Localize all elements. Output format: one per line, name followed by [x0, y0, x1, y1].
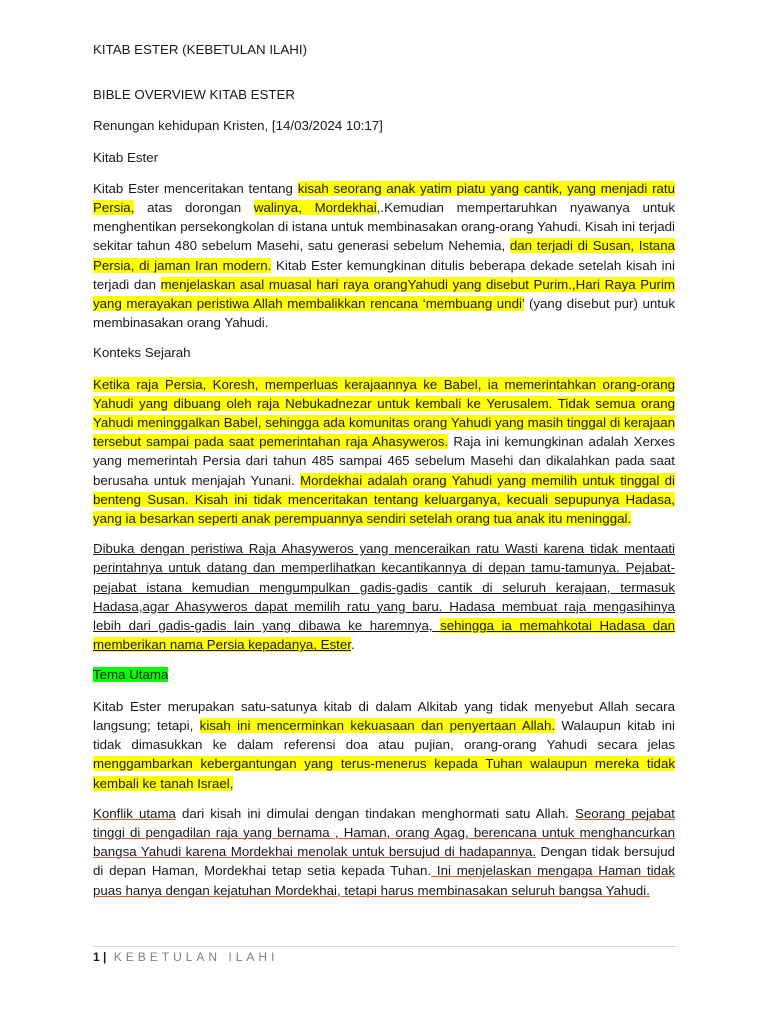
paragraph-historical-context	[93, 375, 675, 529]
text-run: Kitab Ester merupakan satu-satunya kitab di dalam Alkitab yang tidak menyebut Allah secara langsung; tetapi,	[93, 698, 675, 733]
paragraph-main-conflict	[93, 804, 675, 900]
text-run: (yang disebut pur) untuk membinasakan orang Yahudi.	[93, 296, 675, 331]
section-heading-tema	[93, 665, 675, 684]
byline: Renungan kehidupan Kristen, [14/03/2024 10:17]	[93, 118, 383, 134]
highlighted-text: walinya, Mordekhai	[253, 200, 377, 216]
highlighted-text: kisah seorang anak yatim piatu yang cantik, yang menjadi ratu Persia,	[93, 180, 675, 216]
highlighted-text: sehingga ia memahkotai Hadasa dan memberikan nama Persia kepadanya, Ester	[93, 618, 675, 653]
paragraph-story-opening	[93, 539, 675, 654]
section-heading-konteks: Konteks Sejarah	[93, 345, 191, 361]
section-heading-kitab: Kitab Ester	[93, 149, 159, 165]
highlighted-text: menjelaskan asal muasal hari raya orangYahudi yang disebut Purim.,Hari Raya Purim yang merayakan peristiwa Allah membalikkan rencana ‘membuang undi’	[93, 276, 675, 312]
text-run: atas dorongan	[134, 200, 254, 216]
paragraph-main-theme	[93, 697, 675, 793]
underlined-text: Dibuka dengan peristiwa Raja Ahasyweros yang menceraikan ratu Wasti karena tidak mentaati perintahnya untuk datang dan memperlihatkan kecantikannya di depan tamu-tamunya. Pejabat-pejabat istana kemudian mengumpulkan gadis-gadis cantik di seluruh kerajaan, termasuk Hadasa,agar Ahasyweros dapat memilih ratu yang baru. Hadasa membuat raja mengasihinya lebih dari gadis-gadis lain yang dibawa ke haremnya,	[93, 541, 675, 634]
underlined-text: Konflik utama	[93, 805, 176, 821]
text-run: Raja ini kemungkinan adalah Xerxes yang memerintah Persia dari tahun 485 sampai 465 sebelum Masehi dan dikalahkan pada saat berusaha untuk menjajah Yunani.	[93, 434, 675, 488]
paragraph-introduction	[93, 179, 675, 333]
underlined-text: Ini menjelaskan mengapa Haman tidak puas hanya dengan kejatuhan Mordekhai, tetapi harus membinasakan seluruh bangsa Yahudi.	[93, 863, 675, 898]
text-run: .	[350, 637, 355, 653]
highlighted-text: Mordekhai adalah orang Yahudi yang memilih untuk tinggal di benteng Susan. Kisah ini tidak menceritakan tentang keluarganya, kecuali sepupunya Hadasa, yang ia besarkan seperti anak perempuannya sendiri setelah orang tua anak itu meninggal.	[93, 472, 675, 527]
page-footer	[93, 946, 677, 964]
text-run: Kitab Ester kemungkinan ditulis beberapa dekade setelah kisah ini terjadi dan	[93, 257, 675, 292]
footer-title: KEBETULAN ILAHI	[113, 950, 279, 964]
highlighted-text: menggambarkan kebergantungan yang terus-menerus kepada Tuhan walaupun mereka tidak kembali ke tanah Israel,	[93, 756, 675, 791]
text-run: dari kisah ini dimulai dengan tindakan menghormati satu Allah.	[175, 805, 576, 821]
overview-title: BIBLE OVERVIEW KITAB ESTER	[93, 87, 295, 103]
green-highlighted-heading: Tema Utama	[93, 667, 169, 683]
underlined-text: Seorang pejabat tinggi di pengadilan raja yang bernama , Haman, orang Agag, berencana untuk menghancurkan bangsa Yahudi karena Mordekhai menolak untuk bersujud di hadapannya.	[93, 805, 675, 860]
text-run: ,.Kemudian mempertaruhkan nyawanya untuk menghentikan persekongkolan di istana untuk membinasakan orang-orang Yahudi. Kisah ini terjadi sekitar tahun 480 sebelum Masehi, satu generasi sebelum Nehemia,	[93, 200, 675, 254]
text-run: Kitab Ester menceritakan tentang	[93, 180, 298, 196]
document-page	[93, 40, 675, 911]
highlighted-text: dan terjadi di Susan, Istana Persia, di jaman Iran modern.	[93, 238, 675, 273]
footer-separator: |	[103, 950, 107, 964]
text-run: Dengan tidak bersujud di depan Haman, Mordekhai tetap setia kepada Tuhan.	[93, 844, 675, 879]
highlighted-text: Ketika raja Persia, Koresh, memperluas kerajaannya ke Babel, ia memerintahkan orang-orang Yahudi yang dibuang oleh raja Nebukadnezar untuk kembali ke Yerusalem. Tidak semua orang Yahudi meninggalkan Babel, sehingga ada komunitas orang Yahudi yang masih tinggal di kerajaan tersebut sampai pada saat pemerintahan raja Ahasyweros.	[93, 376, 675, 450]
highlighted-text: kisah ini mencerminkan kekuasaan dan penyertaan Allah.	[199, 717, 556, 733]
page-number: 1	[93, 950, 100, 964]
document-top-title: KITAB ESTER (KEBETULAN ILAHI)	[93, 42, 308, 57]
text-run: Walaupun kitab ini tidak dimasukkan ke dalam referensi doa atau pujian, orang-orang Yahudi secara jelas	[93, 717, 676, 753]
